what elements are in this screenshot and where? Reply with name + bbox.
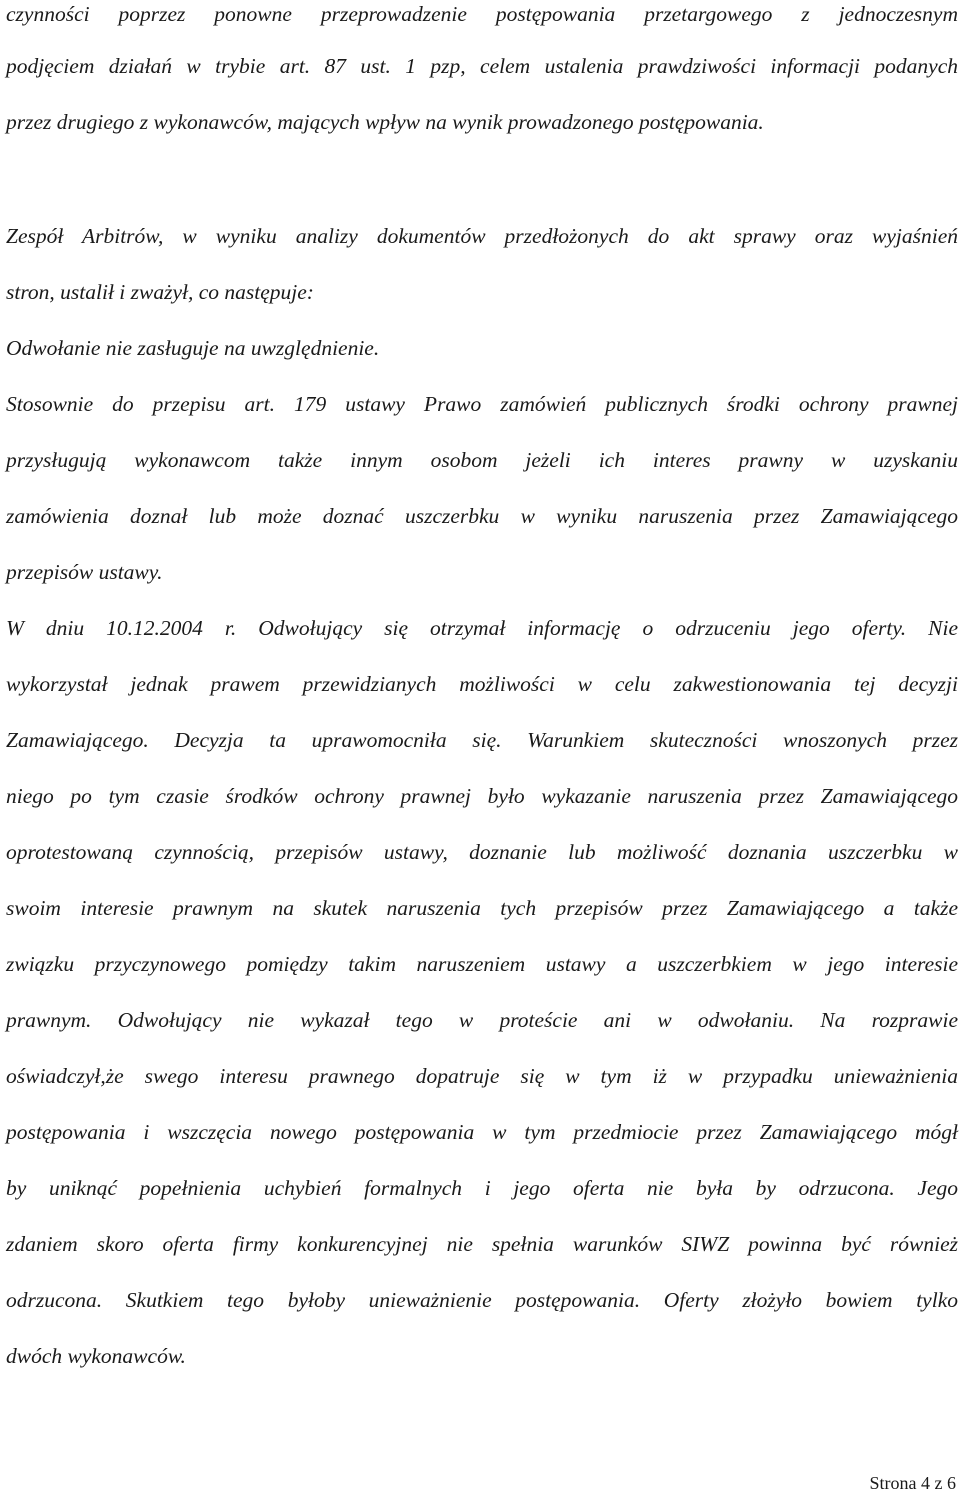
text-line: dwóch wykonawców. <box>6 1344 186 1368</box>
text-line: oświadczył,że swego interesu prawnego dopatruje się w tym iż w przypadku unieważnienia <box>6 1064 958 1088</box>
text-line: przysługują wykonawcom także innym osobom jeżeli ich interes prawny w uzyskaniu <box>6 448 958 472</box>
page-number-footer: Strona 4 z 6 <box>869 1473 956 1493</box>
text-line: Stosownie do przepisu art. 179 ustawy Prawo zamówień publicznych środki ochrony prawnej <box>6 392 958 416</box>
text-line: by uniknąć popełnienia uchybień formalnych i jego oferta nie była by odrzucona. Jego <box>6 1176 958 1200</box>
text-line: Zamawiającego. Decyzja ta uprawomocniła się. Warunkiem skuteczności wnoszonych przez <box>6 728 958 752</box>
text-line: czynności poprzez ponowne przeprowadzenie postępowania przetargowego z jednoczesnym <box>6 2 958 26</box>
text-line: Zespół Arbitrów, w wyniku analizy dokumentów przedłożonych do akt sprawy oraz wyjaśnień <box>6 224 958 248</box>
text-line: przez drugiego z wykonawców, mających wpływ na wynik prowadzonego postępowania. <box>6 110 764 134</box>
text-line: Odwołanie nie zasługuje na uwzględnienie. <box>6 336 380 360</box>
text-line: związku przyczynowego pomiędzy takim naruszeniem ustawy a uszczerbkiem w jego interesie <box>6 952 958 976</box>
text-line: wykorzystał jednak prawem przewidzianych możliwości w celu zakwestionowania tej decyzji <box>6 672 958 696</box>
text-line: stron, ustalił i zważył, co następuje: <box>6 280 314 304</box>
text-line: oprotestowaną czynnością, przepisów ustawy, doznanie lub możliwość doznania uszczerbku w <box>6 840 958 864</box>
text-line: przepisów ustawy. <box>6 560 163 584</box>
text-line: zdaniem skoro oferta firmy konkurencyjnej nie spełnia warunków SIWZ powinna być również <box>6 1232 958 1256</box>
text-line: swoim interesie prawnym na skutek naruszenia tych przepisów przez Zamawiającego a także <box>6 896 958 920</box>
text-line: odrzucona. Skutkiem tego byłoby unieważnienie postępowania. Oferty złożyło bowiem tylko <box>6 1288 958 1312</box>
text-line: W dniu 10.12.2004 r. Odwołujący się otrzymał informację o odrzuceniu jego oferty. Nie <box>6 616 958 640</box>
text-line: zamówienia doznał lub może doznać uszczerbku w wyniku naruszenia przez Zamawiającego <box>6 504 958 528</box>
text-line: niego po tym czasie środków ochrony prawnej było wykazanie naruszenia przez Zamawiającego <box>6 784 958 808</box>
text-line: postępowania i wszczęcia nowego postępowania w tym przedmiocie przez Zamawiającego mógł <box>6 1120 958 1144</box>
text-line: podjęciem działań w trybie art. 87 ust. 1 pzp, celem ustalenia prawdziwości informacji podanych <box>6 54 958 78</box>
text-line: prawnym. Odwołujący nie wykazał tego w proteście ani w odwołaniu. Na rozprawie <box>6 1008 958 1032</box>
